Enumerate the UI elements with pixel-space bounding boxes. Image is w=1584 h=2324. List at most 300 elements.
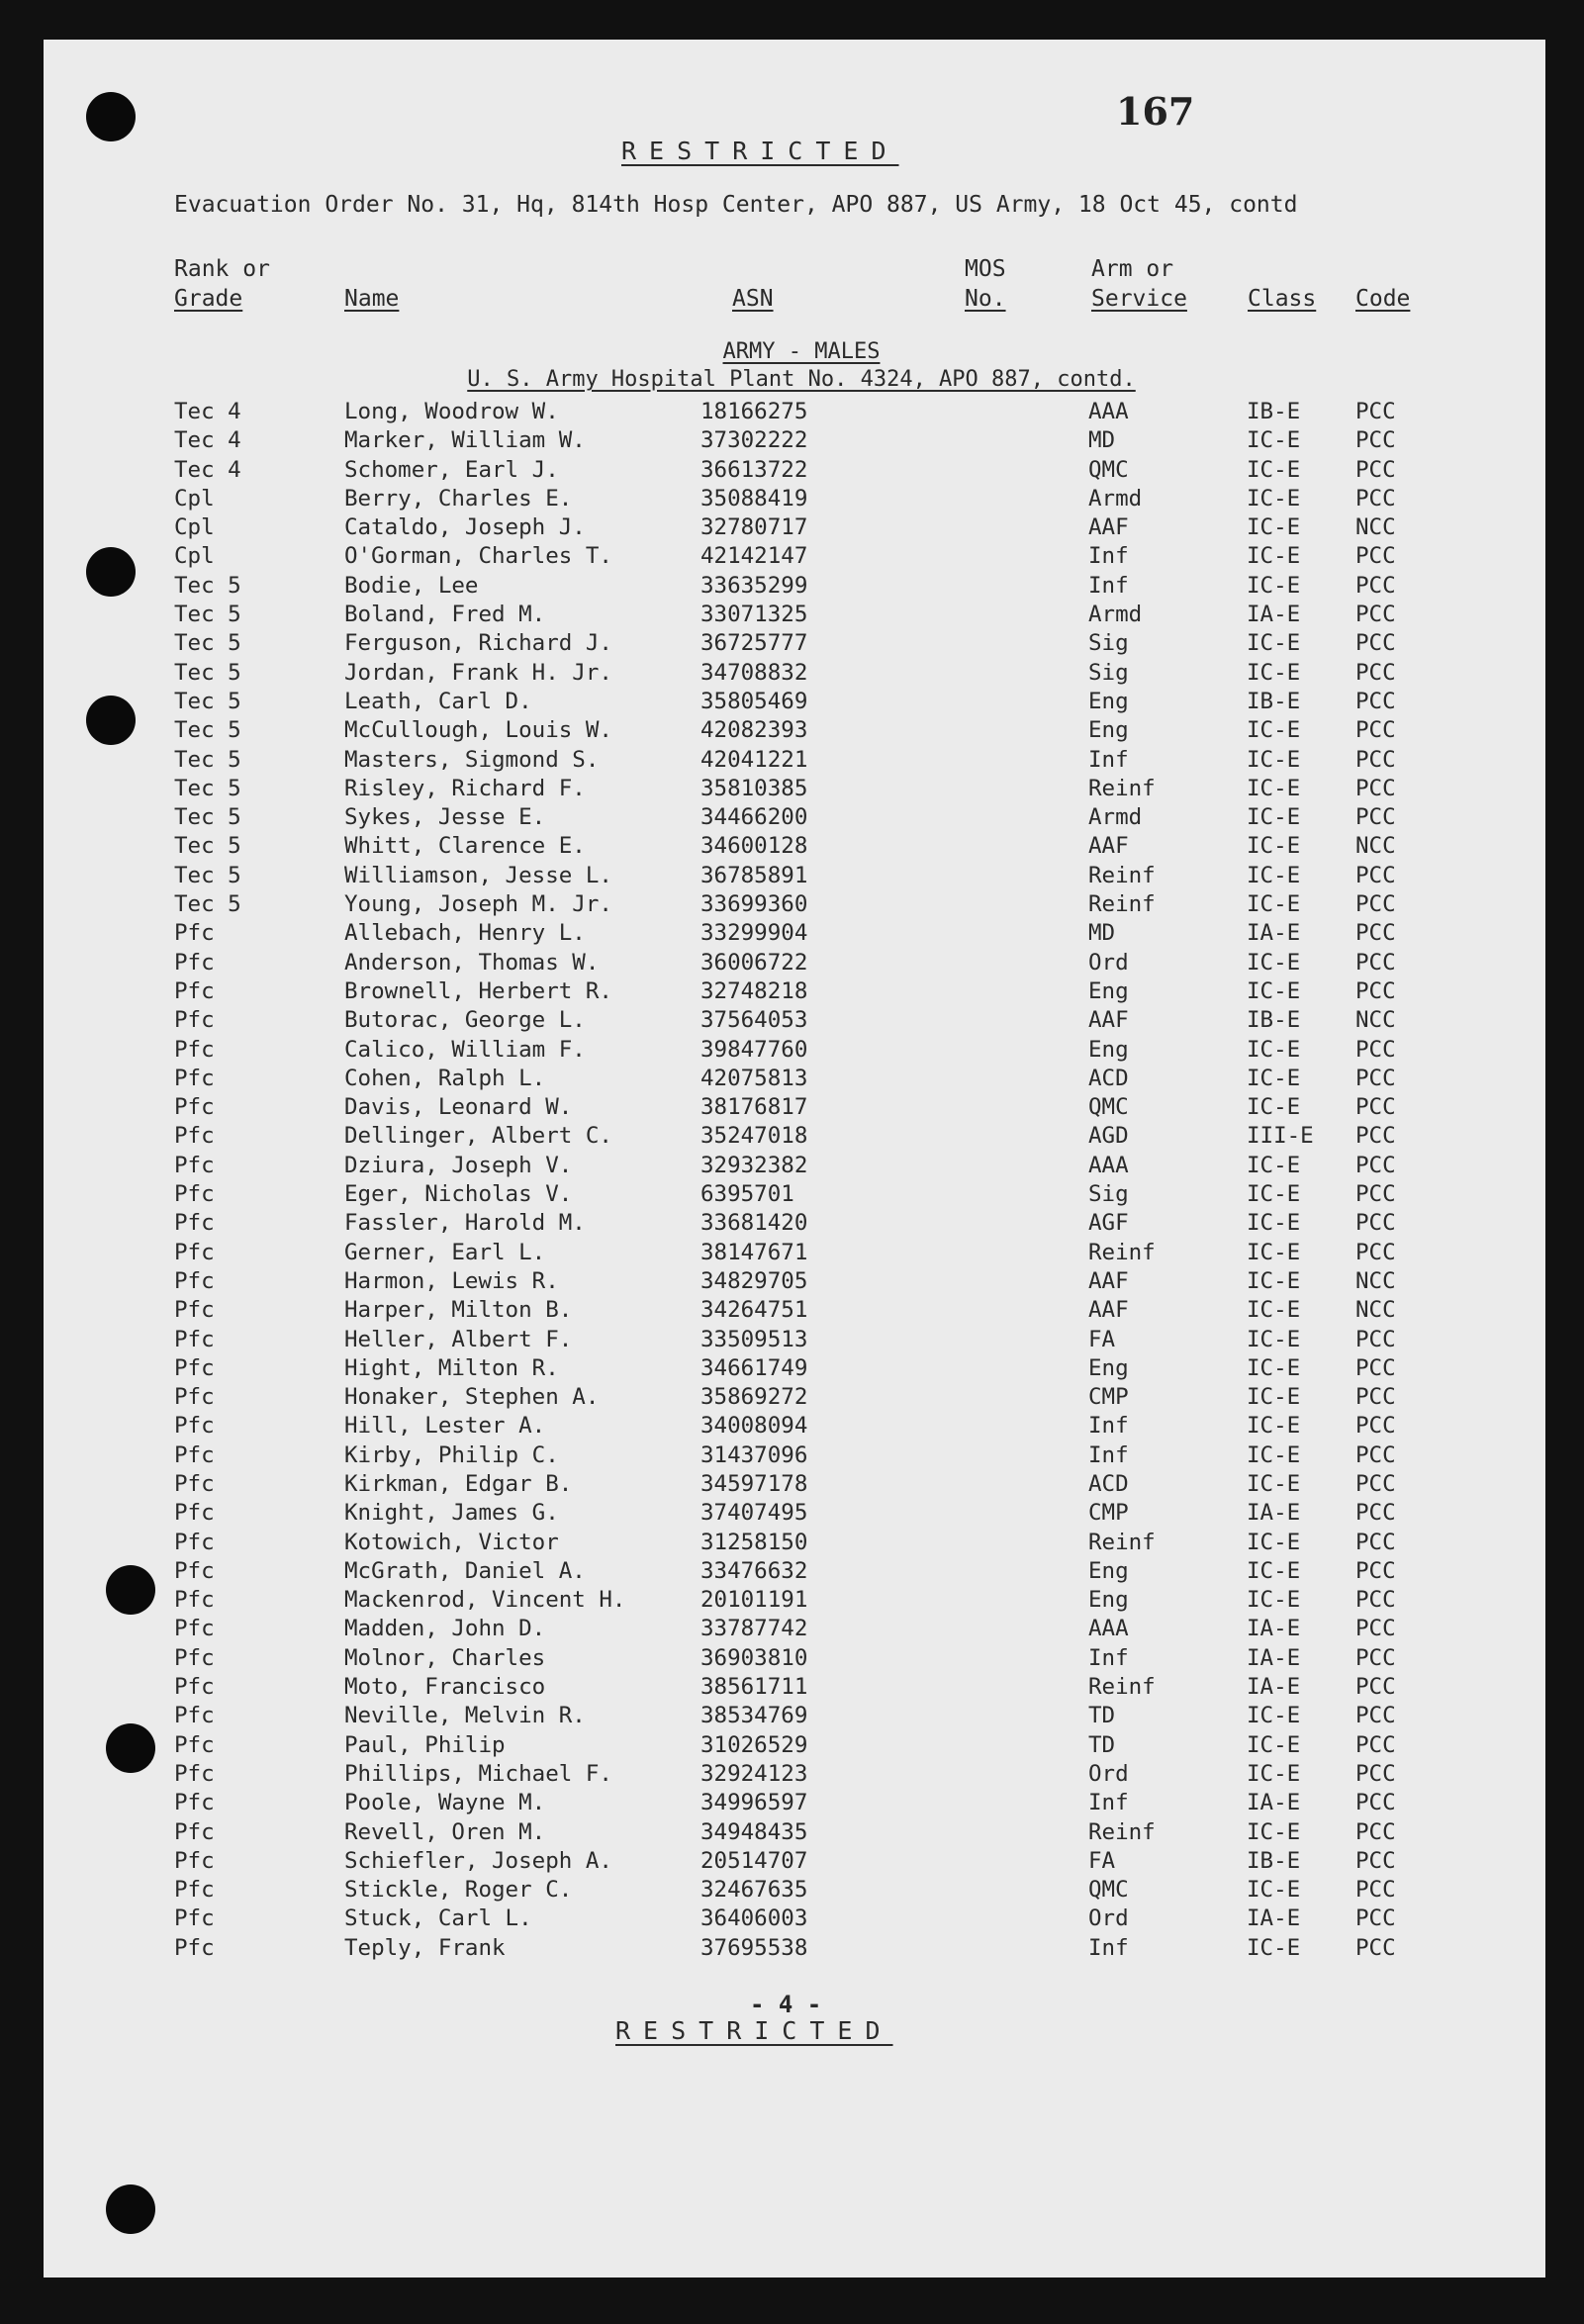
cell-asn: 38561711 bbox=[700, 1674, 808, 1701]
cell-rank: Pfc bbox=[174, 1557, 215, 1584]
cell-name: Brownell, Herbert R. bbox=[344, 977, 612, 1004]
cell-code: PCC bbox=[1355, 659, 1396, 686]
cell-rank: Pfc bbox=[174, 1847, 215, 1874]
table-row bbox=[0, 1499, 1584, 1528]
cell-asn: 20514707 bbox=[700, 1847, 808, 1874]
classification-footer: RESTRICTED bbox=[615, 2016, 893, 2045]
table-row bbox=[0, 1267, 1584, 1296]
cell-class: IC-E bbox=[1247, 1239, 1301, 1265]
cell-class: IC-E bbox=[1247, 1934, 1301, 1961]
table-row bbox=[0, 1731, 1584, 1760]
cell-asn: 37695538 bbox=[700, 1934, 808, 1961]
cell-class: IC-E bbox=[1247, 659, 1301, 686]
cell-code: PCC bbox=[1355, 775, 1396, 801]
cell-name: McCullough, Louis W. bbox=[344, 717, 612, 744]
cell-name: Risley, Richard F. bbox=[344, 775, 586, 801]
table-row bbox=[0, 1036, 1584, 1065]
cell-asn: 31437096 bbox=[700, 1441, 808, 1468]
cell-name: Whitt, Clarence E. bbox=[344, 833, 586, 860]
cell-class: IC-E bbox=[1247, 891, 1301, 918]
cell-asn: 35869272 bbox=[700, 1384, 808, 1411]
table-row bbox=[0, 1093, 1584, 1122]
cell-name: Leath, Carl D. bbox=[344, 688, 532, 714]
table-row bbox=[0, 1180, 1584, 1209]
table-row bbox=[0, 1876, 1584, 1905]
cell-asn: 39847760 bbox=[700, 1036, 808, 1063]
cell-asn: 37564053 bbox=[700, 1007, 808, 1034]
cell-rank: Tec 5 bbox=[174, 891, 241, 918]
table-row bbox=[0, 513, 1584, 542]
cell-name: Butorac, George L. bbox=[344, 1007, 586, 1034]
cell-name: Allebach, Henry L. bbox=[344, 920, 586, 947]
cell-code: PCC bbox=[1355, 1790, 1396, 1816]
cell-code: PCC bbox=[1355, 485, 1396, 511]
cell-name: Schiefler, Joseph A. bbox=[344, 1847, 612, 1874]
cell-class: IC-E bbox=[1247, 775, 1301, 801]
cell-class: IC-E bbox=[1247, 1731, 1301, 1758]
cell-rank: Pfc bbox=[174, 1731, 215, 1758]
cell-asn: 34708832 bbox=[700, 659, 808, 686]
cell-code: PCC bbox=[1355, 746, 1396, 773]
table-row bbox=[0, 832, 1584, 861]
cell-name: Hill, Lester A. bbox=[344, 1413, 546, 1440]
cell-class: IC-E bbox=[1247, 1354, 1301, 1381]
cell-name: Ferguson, Richard J. bbox=[344, 630, 612, 657]
cell-class: IC-E bbox=[1247, 1413, 1301, 1440]
cell-arm: Reinf bbox=[1088, 1818, 1156, 1845]
cell-class: IC-E bbox=[1247, 746, 1301, 773]
cell-arm: Armd bbox=[1088, 485, 1143, 511]
cell-class: IC-E bbox=[1247, 949, 1301, 976]
cell-arm: Eng bbox=[1088, 717, 1129, 744]
cell-code: PCC bbox=[1355, 1529, 1396, 1555]
cell-code: PCC bbox=[1355, 1036, 1396, 1063]
cell-class: IC-E bbox=[1247, 630, 1301, 657]
cell-asn: 42041221 bbox=[700, 746, 808, 773]
table-row bbox=[0, 1470, 1584, 1499]
punch-hole bbox=[106, 2185, 155, 2234]
column-header-class: Class bbox=[1248, 286, 1317, 312]
cell-class: IC-E bbox=[1247, 1441, 1301, 1468]
cell-name: Revell, Oren M. bbox=[344, 1818, 546, 1845]
cell-rank: Tec 5 bbox=[174, 862, 241, 888]
cell-code: PCC bbox=[1355, 1500, 1396, 1527]
cell-code: PCC bbox=[1355, 1094, 1396, 1121]
table-row bbox=[0, 1673, 1584, 1702]
cell-name: Sykes, Jesse E. bbox=[344, 804, 546, 831]
cell-class: IC-E bbox=[1247, 1326, 1301, 1352]
table-row bbox=[0, 977, 1584, 1006]
cell-asn: 38147671 bbox=[700, 1239, 808, 1265]
table-row bbox=[0, 1905, 1584, 1933]
table-row bbox=[0, 1760, 1584, 1789]
cell-code: PCC bbox=[1355, 1877, 1396, 1904]
cell-rank: Tec 5 bbox=[174, 630, 241, 657]
cell-asn: 32467635 bbox=[700, 1877, 808, 1904]
cell-rank: Pfc bbox=[174, 1500, 215, 1527]
cell-class: IC-E bbox=[1247, 1470, 1301, 1497]
cell-asn: 38534769 bbox=[700, 1703, 808, 1729]
table-row bbox=[0, 1847, 1584, 1876]
table-row bbox=[0, 398, 1584, 426]
cell-arm: AAF bbox=[1088, 1267, 1129, 1294]
cell-code: PCC bbox=[1355, 1906, 1396, 1932]
cell-code: PCC bbox=[1355, 1152, 1396, 1178]
cell-arm: AAA bbox=[1088, 1152, 1129, 1178]
cell-code: PCC bbox=[1355, 1354, 1396, 1381]
cell-name: Masters, Sigmond S. bbox=[344, 746, 600, 773]
cell-rank: Cpl bbox=[174, 485, 215, 511]
cell-asn: 34466200 bbox=[700, 804, 808, 831]
cell-class: IA-E bbox=[1247, 1644, 1301, 1671]
table-row bbox=[0, 659, 1584, 688]
cell-asn: 32748218 bbox=[700, 977, 808, 1004]
cell-code: PCC bbox=[1355, 1210, 1396, 1237]
cell-name: Mackenrod, Vincent H. bbox=[344, 1587, 626, 1614]
cell-code: PCC bbox=[1355, 1587, 1396, 1614]
table-row bbox=[0, 456, 1584, 485]
cell-arm: AGF bbox=[1088, 1210, 1129, 1237]
cell-class: IA-E bbox=[1247, 1790, 1301, 1816]
cell-rank: Pfc bbox=[174, 1616, 215, 1642]
cell-arm: ACD bbox=[1088, 1470, 1129, 1497]
cell-code: PCC bbox=[1355, 602, 1396, 628]
cell-asn: 37302222 bbox=[700, 427, 808, 454]
table-row bbox=[0, 1818, 1584, 1847]
cell-arm: Reinf bbox=[1088, 1674, 1156, 1701]
table-row bbox=[0, 1586, 1584, 1615]
order-subtitle: Evacuation Order No. 31, Hq, 814th Hosp Center, APO 887, US Army, 18 Oct 45, contd bbox=[174, 192, 1298, 218]
cell-arm: CMP bbox=[1088, 1384, 1129, 1411]
cell-rank: Tec 5 bbox=[174, 602, 241, 628]
cell-rank: Pfc bbox=[174, 977, 215, 1004]
cell-name: Harper, Milton B. bbox=[344, 1297, 573, 1324]
cell-rank: Pfc bbox=[174, 1181, 215, 1208]
cell-arm: Eng bbox=[1088, 1036, 1129, 1063]
cell-name: Jordan, Frank H. Jr. bbox=[344, 659, 612, 686]
cell-name: Young, Joseph M. Jr. bbox=[344, 891, 612, 918]
page-number: 167 bbox=[1116, 89, 1195, 134]
section-title: ARMY - MALES bbox=[722, 339, 881, 364]
table-row bbox=[0, 949, 1584, 977]
table-row bbox=[0, 775, 1584, 803]
table-row bbox=[0, 572, 1584, 601]
cell-rank: Cpl bbox=[174, 543, 215, 570]
cell-class: IA-E bbox=[1247, 602, 1301, 628]
table-row bbox=[0, 1354, 1584, 1383]
cell-class: IC-E bbox=[1247, 1152, 1301, 1178]
cell-asn: 32932382 bbox=[700, 1152, 808, 1178]
cell-code: PCC bbox=[1355, 1703, 1396, 1729]
column-header-arm: Arm or Service bbox=[1091, 256, 1187, 312]
column-header-mos: MOS No. bbox=[965, 256, 1006, 312]
cell-rank: Pfc bbox=[174, 1239, 215, 1265]
cell-name: Kotowich, Victor bbox=[344, 1529, 559, 1555]
cell-rank: Tec 5 bbox=[174, 717, 241, 744]
cell-code: PCC bbox=[1355, 1413, 1396, 1440]
cell-arm: Sig bbox=[1088, 630, 1129, 657]
cell-class: IA-E bbox=[1247, 1616, 1301, 1642]
cell-asn: 35088419 bbox=[700, 485, 808, 511]
table-row bbox=[0, 1615, 1584, 1643]
cell-code: PCC bbox=[1355, 630, 1396, 657]
cell-class: IC-E bbox=[1247, 1181, 1301, 1208]
cell-arm: Inf bbox=[1088, 1441, 1129, 1468]
cell-asn: 31258150 bbox=[700, 1529, 808, 1555]
cell-code: PCC bbox=[1355, 977, 1396, 1004]
cell-name: Honaker, Stephen A. bbox=[344, 1384, 600, 1411]
table-row bbox=[0, 919, 1584, 948]
cell-arm: AAA bbox=[1088, 399, 1129, 424]
cell-rank: Pfc bbox=[174, 1152, 215, 1178]
cell-class: IC-E bbox=[1247, 485, 1301, 511]
cell-class: IB-E bbox=[1247, 399, 1301, 424]
cell-name: Poole, Wayne M. bbox=[344, 1790, 546, 1816]
cell-rank: Pfc bbox=[174, 1674, 215, 1701]
cell-arm: Reinf bbox=[1088, 775, 1156, 801]
cell-asn: 36613722 bbox=[700, 456, 808, 483]
cell-asn: 36785891 bbox=[700, 862, 808, 888]
cell-code: PCC bbox=[1355, 1674, 1396, 1701]
cell-class: IC-E bbox=[1247, 514, 1301, 541]
cell-code: PCC bbox=[1355, 1644, 1396, 1671]
cell-rank: Pfc bbox=[174, 1470, 215, 1497]
cell-arm: AAF bbox=[1088, 1297, 1129, 1324]
table-row bbox=[0, 1412, 1584, 1441]
cell-rank: Pfc bbox=[174, 1790, 215, 1816]
cell-asn: 33699360 bbox=[700, 891, 808, 918]
cell-class: IC-E bbox=[1247, 1760, 1301, 1787]
cell-name: Bodie, Lee bbox=[344, 572, 479, 599]
cell-arm: CMP bbox=[1088, 1500, 1129, 1527]
cell-arm: Reinf bbox=[1088, 862, 1156, 888]
table-row bbox=[0, 1152, 1584, 1180]
cell-asn: 20101191 bbox=[700, 1587, 808, 1614]
table-row bbox=[0, 1239, 1584, 1267]
cell-name: Hight, Milton R. bbox=[344, 1354, 559, 1381]
table-row bbox=[0, 1789, 1584, 1817]
cell-rank: Tec 4 bbox=[174, 456, 241, 483]
classification-header: RESTRICTED bbox=[621, 137, 899, 165]
cell-class: IC-E bbox=[1247, 717, 1301, 744]
cell-arm: Inf bbox=[1088, 572, 1129, 599]
cell-rank: Tec 5 bbox=[174, 659, 241, 686]
cell-rank: Pfc bbox=[174, 1529, 215, 1555]
table-row bbox=[0, 1529, 1584, 1557]
table-row bbox=[0, 485, 1584, 513]
cell-rank: Tec 5 bbox=[174, 688, 241, 714]
cell-asn: 18166275 bbox=[700, 399, 808, 424]
table-row bbox=[0, 1326, 1584, 1354]
cell-class: IC-E bbox=[1247, 1557, 1301, 1584]
cell-code: PCC bbox=[1355, 543, 1396, 570]
cell-asn: 33635299 bbox=[700, 572, 808, 599]
cell-code: NCC bbox=[1355, 833, 1396, 860]
cell-arm: FA bbox=[1088, 1326, 1116, 1352]
cell-code: PCC bbox=[1355, 688, 1396, 714]
cell-code: PCC bbox=[1355, 717, 1396, 744]
table-row bbox=[0, 601, 1584, 629]
cell-class: IC-E bbox=[1247, 427, 1301, 454]
cell-arm: Eng bbox=[1088, 688, 1129, 714]
section-heading bbox=[396, 338, 1207, 394]
cell-rank: Pfc bbox=[174, 1297, 215, 1324]
table-row bbox=[0, 746, 1584, 775]
cell-asn: 33787742 bbox=[700, 1616, 808, 1642]
table-row bbox=[0, 426, 1584, 455]
cell-rank: Tec 5 bbox=[174, 775, 241, 801]
cell-asn: 42075813 bbox=[700, 1065, 808, 1091]
table-row bbox=[0, 1296, 1584, 1325]
cell-arm: Inf bbox=[1088, 746, 1129, 773]
cell-rank: Tec 5 bbox=[174, 746, 241, 773]
cell-name: Cohen, Ralph L. bbox=[344, 1065, 546, 1091]
cell-code: PCC bbox=[1355, 1384, 1396, 1411]
cell-arm: ACD bbox=[1088, 1065, 1129, 1091]
cell-arm: TD bbox=[1088, 1731, 1116, 1758]
cell-asn: 31026529 bbox=[700, 1731, 808, 1758]
cell-class: IB-E bbox=[1247, 688, 1301, 714]
table-row bbox=[0, 862, 1584, 890]
cell-class: IC-E bbox=[1247, 977, 1301, 1004]
cell-code: PCC bbox=[1355, 1616, 1396, 1642]
cell-class: IA-E bbox=[1247, 1674, 1301, 1701]
cell-name: Williamson, Jesse L. bbox=[344, 862, 612, 888]
cell-rank: Pfc bbox=[174, 920, 215, 947]
cell-arm: Armd bbox=[1088, 804, 1143, 831]
cell-rank: Tec 4 bbox=[174, 427, 241, 454]
cell-asn: 33509513 bbox=[700, 1326, 808, 1352]
cell-code: PCC bbox=[1355, 1239, 1396, 1265]
table-row bbox=[0, 1934, 1584, 1963]
cell-arm: QMC bbox=[1088, 456, 1129, 483]
cell-arm: Reinf bbox=[1088, 891, 1156, 918]
cell-rank: Pfc bbox=[174, 1354, 215, 1381]
cell-asn: 35810385 bbox=[700, 775, 808, 801]
cell-class: IC-E bbox=[1247, 1297, 1301, 1324]
cell-name: Berry, Charles E. bbox=[344, 485, 573, 511]
cell-rank: Tec 5 bbox=[174, 572, 241, 599]
cell-name: McGrath, Daniel A. bbox=[344, 1557, 586, 1584]
cell-rank: Tec 5 bbox=[174, 833, 241, 860]
personnel-table bbox=[0, 398, 1584, 1963]
cell-arm: Ord bbox=[1088, 1906, 1129, 1932]
cell-name: Moto, Francisco bbox=[344, 1674, 546, 1701]
cell-arm: Sig bbox=[1088, 1181, 1129, 1208]
cell-code: PCC bbox=[1355, 1181, 1396, 1208]
cell-rank: Pfc bbox=[174, 1877, 215, 1904]
cell-code: PCC bbox=[1355, 1818, 1396, 1845]
cell-rank: Pfc bbox=[174, 1326, 215, 1352]
cell-asn: 34829705 bbox=[700, 1267, 808, 1294]
cell-asn: 36903810 bbox=[700, 1644, 808, 1671]
cell-name: Davis, Leonard W. bbox=[344, 1094, 573, 1121]
cell-arm: Eng bbox=[1088, 977, 1129, 1004]
cell-asn: 33299904 bbox=[700, 920, 808, 947]
cell-name: Teply, Frank bbox=[344, 1934, 506, 1961]
cell-rank: Pfc bbox=[174, 1384, 215, 1411]
cell-arm: TD bbox=[1088, 1703, 1116, 1729]
cell-code: PCC bbox=[1355, 1441, 1396, 1468]
cell-code: PCC bbox=[1355, 427, 1396, 454]
cell-name: Heller, Albert F. bbox=[344, 1326, 573, 1352]
cell-class: IC-E bbox=[1247, 1877, 1301, 1904]
cell-class: IC-E bbox=[1247, 543, 1301, 570]
cell-class: IC-E bbox=[1247, 1267, 1301, 1294]
cell-asn: 36406003 bbox=[700, 1906, 808, 1932]
cell-arm: FA bbox=[1088, 1847, 1116, 1874]
cell-name: Stickle, Roger C. bbox=[344, 1877, 573, 1904]
table-row bbox=[0, 716, 1584, 745]
cell-code: PCC bbox=[1355, 399, 1396, 424]
cell-code: PCC bbox=[1355, 1123, 1396, 1150]
cell-code: PCC bbox=[1355, 1065, 1396, 1091]
cell-rank: Pfc bbox=[174, 949, 215, 976]
cell-rank: Pfc bbox=[174, 1644, 215, 1671]
cell-asn: 42142147 bbox=[700, 543, 808, 570]
cell-code: PCC bbox=[1355, 1934, 1396, 1961]
cell-code: NCC bbox=[1355, 514, 1396, 541]
cell-arm: Inf bbox=[1088, 543, 1129, 570]
cell-code: PCC bbox=[1355, 1847, 1396, 1874]
cell-name: Dellinger, Albert C. bbox=[344, 1123, 612, 1150]
cell-asn: 6395701 bbox=[700, 1181, 794, 1208]
cell-name: Phillips, Michael F. bbox=[344, 1760, 612, 1787]
cell-code: PCC bbox=[1355, 1470, 1396, 1497]
cell-class: IB-E bbox=[1247, 1007, 1301, 1034]
cell-arm: Eng bbox=[1088, 1557, 1129, 1584]
cell-asn: 34996597 bbox=[700, 1790, 808, 1816]
cell-asn: 34661749 bbox=[700, 1354, 808, 1381]
cell-rank: Tec 4 bbox=[174, 399, 241, 424]
cell-code: PCC bbox=[1355, 1326, 1396, 1352]
cell-asn: 38176817 bbox=[700, 1094, 808, 1121]
cell-rank: Pfc bbox=[174, 1123, 215, 1150]
column-header-asn: ASN bbox=[732, 286, 774, 312]
cell-asn: 33476632 bbox=[700, 1557, 808, 1584]
cell-asn: 34597178 bbox=[700, 1470, 808, 1497]
cell-class: IC-E bbox=[1247, 833, 1301, 860]
table-row bbox=[0, 1006, 1584, 1035]
cell-name: Gerner, Earl L. bbox=[344, 1239, 546, 1265]
cell-class: IA-E bbox=[1247, 920, 1301, 947]
cell-name: Stuck, Carl L. bbox=[344, 1906, 532, 1932]
cell-rank: Pfc bbox=[174, 1587, 215, 1614]
cell-name: Long, Woodrow W. bbox=[344, 399, 559, 424]
cell-arm: Armd bbox=[1088, 602, 1143, 628]
column-header-name: Name bbox=[344, 286, 400, 312]
cell-rank: Pfc bbox=[174, 1094, 215, 1121]
cell-class: IB-E bbox=[1247, 1847, 1301, 1874]
table-row bbox=[0, 1383, 1584, 1412]
cell-code: PCC bbox=[1355, 920, 1396, 947]
cell-asn: 34008094 bbox=[700, 1413, 808, 1440]
cell-class: IC-E bbox=[1247, 1587, 1301, 1614]
cell-asn: 33071325 bbox=[700, 602, 808, 628]
cell-arm: QMC bbox=[1088, 1877, 1129, 1904]
cell-code: PCC bbox=[1355, 891, 1396, 918]
cell-arm: Ord bbox=[1088, 1760, 1129, 1787]
cell-asn: 32924123 bbox=[700, 1760, 808, 1787]
cell-arm: MD bbox=[1088, 920, 1116, 947]
cell-asn: 34948435 bbox=[700, 1818, 808, 1845]
cell-arm: AGD bbox=[1088, 1123, 1129, 1150]
cell-name: Harmon, Lewis R. bbox=[344, 1267, 559, 1294]
cell-rank: Pfc bbox=[174, 1906, 215, 1932]
cell-arm: AAF bbox=[1088, 514, 1129, 541]
cell-name: Marker, William W. bbox=[344, 427, 586, 454]
cell-asn: 35247018 bbox=[700, 1123, 808, 1150]
